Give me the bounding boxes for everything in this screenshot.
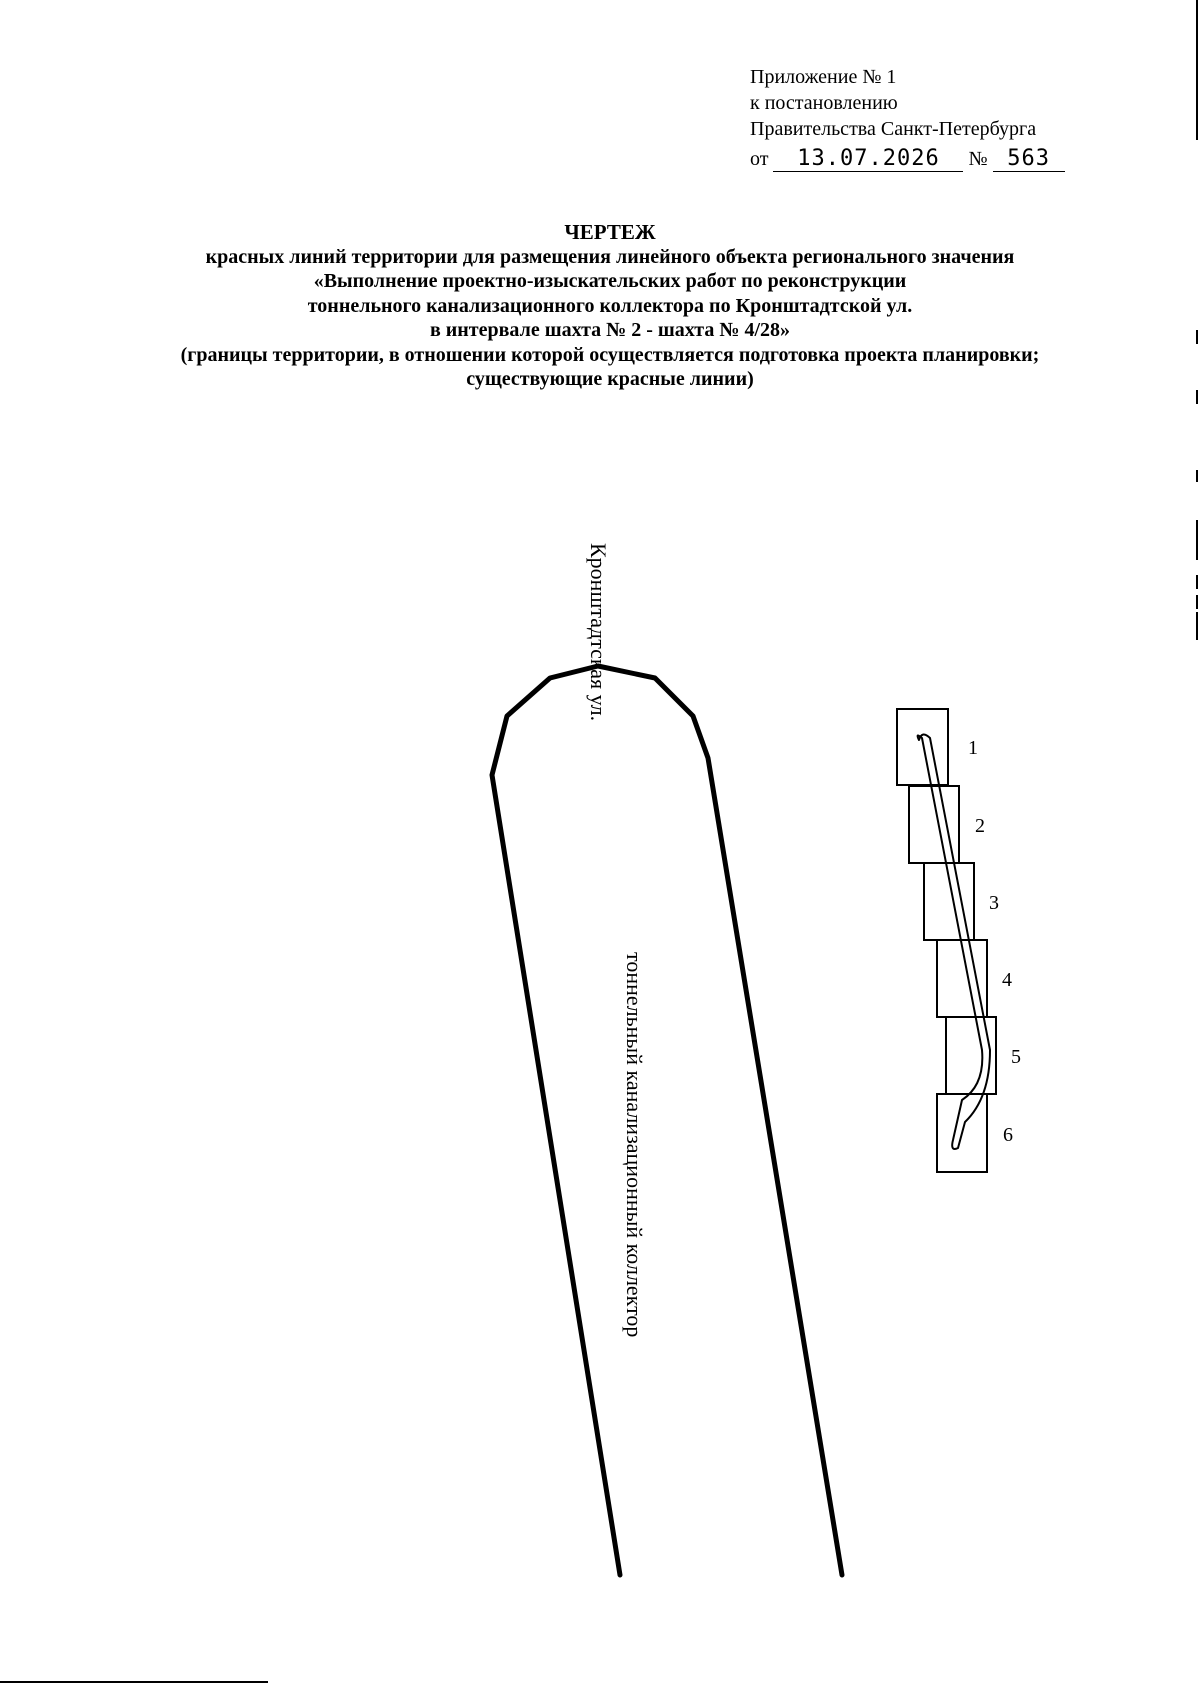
title-line-2: «Выполнение проектно-изыскательских работ по реконструкции [313, 270, 907, 292]
red-line-boundary [492, 666, 842, 1575]
collector-label: тоннельный канализационный коллектор [622, 952, 647, 1338]
sheet-number-3: 3 [989, 892, 999, 914]
number-prefix: № [968, 148, 988, 170]
date-value: 13.07.2026 [773, 147, 963, 172]
sheet-number-6: 6 [1003, 1124, 1013, 1146]
title-line-4: в интервале шахта № 2 - шахта № 4/28» [429, 319, 791, 341]
sheet-number-2: 2 [975, 815, 985, 837]
number-value: 563 [993, 147, 1065, 172]
date-prefix: от [750, 148, 769, 170]
sheet-box-5 [946, 1017, 996, 1094]
appendix-resolution-label: к постановлению [750, 92, 898, 114]
appendix-government-label: Правительства Санкт-Петербурга [750, 118, 1037, 140]
bottom-rule [0, 1681, 268, 1683]
scan-margin-marks [1194, 0, 1200, 640]
collector-route-trace [918, 734, 990, 1149]
sheet-index-map [897, 709, 996, 1172]
title-line-1: красных линий территории для размещения линейного объекта регионального значения [205, 245, 1015, 268]
title-line-6: существующие красные линии) [466, 368, 754, 390]
sheet-number-5: 5 [1011, 1046, 1021, 1068]
appendix-number: Приложение № 1 [750, 66, 897, 88]
sheet-box-4 [937, 940, 987, 1017]
title-line-5: (границы территории, в отношении которой осуществляется подготовка проекта планировки; [180, 343, 1040, 366]
title-main: ЧЕРТЕЖ [564, 220, 656, 244]
sheet-number-4: 4 [1002, 969, 1012, 991]
street-label: Кронштадтская ул. [586, 543, 611, 722]
sheet-number-1: 1 [968, 737, 978, 759]
sheet-box-1 [897, 709, 948, 785]
title-line-3: тоннельного канализационного коллектора по Кронштадтской ул. [307, 294, 913, 317]
